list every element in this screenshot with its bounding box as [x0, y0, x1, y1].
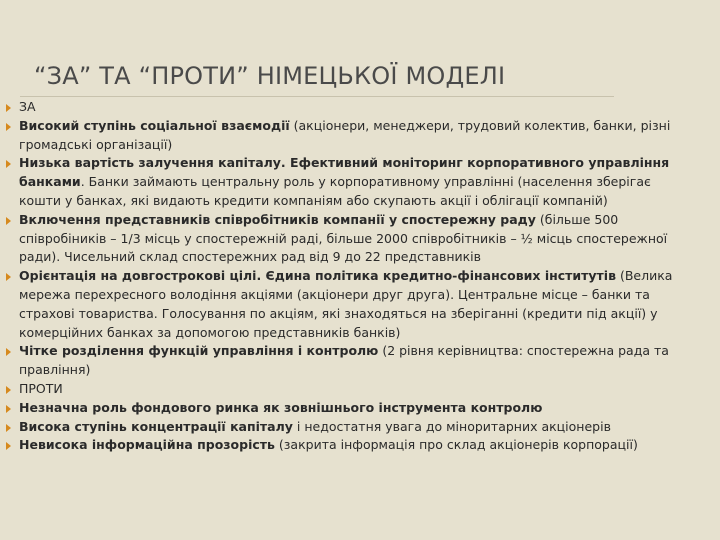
bullet-item-capital-concentration	[6, 418, 696, 437]
triangle-bullet-icon	[6, 160, 11, 168]
triangle-bullet-icon	[6, 348, 11, 356]
bullet-bold-text: Чітке розділення функцій управління і контролю	[19, 343, 379, 359]
triangle-bullet-icon	[6, 424, 11, 432]
bullet-text: (Велика мережа перехресного володіння акціями (акціонери друг друга). Центральне місце – банки та страхові товариства. Голосування по акціям, які знаходяться на зберіганні (кредити під акції) у комерційних банках за допомогою представників банків)	[19, 268, 673, 340]
bullet-bold-text: Включення представників співробітників компанії у спостережну раду	[19, 211, 536, 227]
bullet-text: ЗА	[19, 99, 36, 114]
bullet-text: (2 рівня керівництва: спостережна рада та правління)	[19, 343, 669, 378]
bullet-bold-text: Незначна роль фондового ринка як зовнішнього інструмента контролю	[19, 399, 543, 415]
title-divider	[20, 96, 614, 97]
bullet-item-employee-representatives	[6, 211, 696, 267]
bullet-item-za	[6, 98, 696, 117]
bullet-text: (акціонери, менеджери, трудовий колектив, банки, різні громадські організації)	[19, 117, 671, 152]
bullet-text: . Банки займають центральну роль у корпоративному управлінні (населення зберігає кошти у банках, які видають кредити компаніям або скупають акції і облігації компаній)	[19, 174, 651, 208]
slide-title: “ЗА” ТА “ПРОТИ” НІМЕЦЬКОЇ МОДЕЛІ	[34, 62, 506, 90]
bullet-item-long-term-goals	[6, 267, 696, 342]
triangle-bullet-icon	[6, 442, 11, 450]
triangle-bullet-icon	[6, 123, 11, 131]
bullet-item-separation-of-functions	[6, 342, 696, 380]
triangle-bullet-icon	[6, 104, 11, 112]
bullet-item-social-interaction	[6, 117, 696, 155]
bullet-text: і недостатня увага до міноритарних акціонерів	[292, 418, 611, 434]
bullet-item-low-cost-capital	[6, 154, 696, 210]
bullet-text: (більше 500 співробіників – 1/3 місць у спостережній раді, більше 2000 співробітників – ½ місць спостережної ради). Чисельний склад спостережних рад від 9 до 22 представників	[19, 211, 668, 265]
bullet-text: ПРОТИ	[19, 380, 63, 396]
bullet-bold-text: Високий ступінь соціальної взаємодії	[19, 117, 290, 133]
bullet-item-proty	[6, 380, 696, 399]
bullet-bold-text: Висока ступінь концентрації капіталу	[19, 418, 293, 434]
bullet-item-transparency	[6, 436, 696, 455]
bullet-bold-text: Невисока інформаційна прозорість	[19, 437, 275, 453]
bullet-bold-text: Орієнтація на довгострокові цілі. Єдина політика кредитно-фінансових інститутів	[19, 268, 616, 284]
triangle-bullet-icon	[6, 217, 11, 225]
bullet-text: (закрита інформація про склад акціонерів корпорації)	[274, 437, 638, 453]
triangle-bullet-icon	[6, 386, 11, 394]
triangle-bullet-icon	[6, 405, 11, 413]
bullet-item-stock-market-role	[6, 399, 696, 418]
triangle-bullet-icon	[6, 273, 11, 281]
bullet-list	[6, 98, 696, 455]
bullet-bold-text: Низька вартість залучення капіталу. Ефективний моніторинг корпоративного управління банками	[19, 155, 670, 190]
